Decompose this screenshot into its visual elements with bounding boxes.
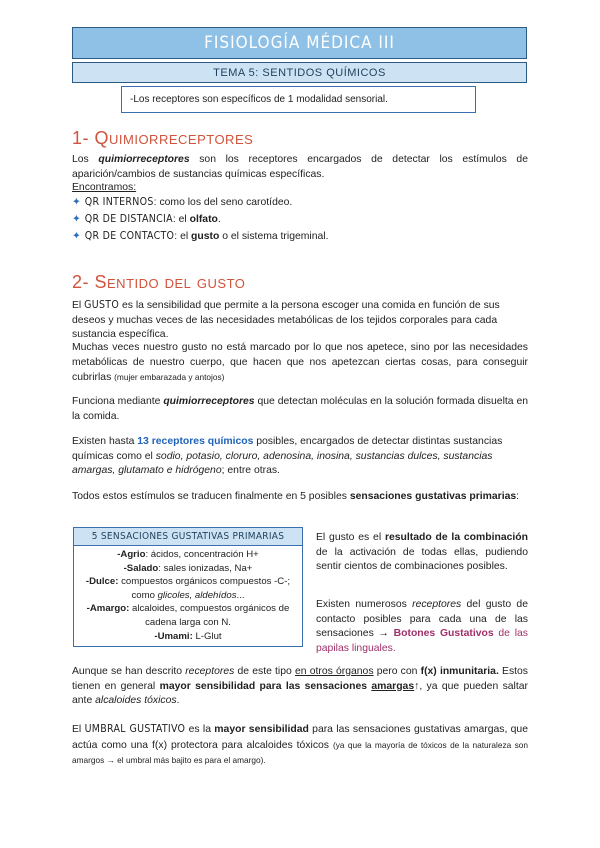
section-heading-gusto: 2- Sentido del gusto (72, 272, 246, 292)
paragraph: Los quimiorreceptores son los receptores encargados de detectar los estímulos de aparición/cambios de sustancias químicas específicas. (72, 154, 528, 180)
paragraph: Todos estos estímulos se traducen finalmente en 5 posibles sensaciones gustativas primarias: (72, 491, 520, 502)
topic-title: TEMA 5: SENTIDOS QUÍMICOS (213, 66, 386, 79)
primary-sensations-list (74, 546, 302, 643)
up-arrow-icon: ↑ (414, 680, 420, 692)
paragraph: El GUSTO es la sensibilidad que permite a la persona escoger una comida en función de sus deseos y muchas veces de las necesidades metabólicas de los tejidos corporales para cada sustancia específica. (72, 299, 500, 340)
list-item: ✦ QR DE CONTACTO: el gusto o el sistema trigeminal. (72, 230, 329, 242)
paragraph: El gusto es el resultado de la combinación de la activación de todas ellas, pudiendo sentir cientos de combinaciones posibles. (316, 532, 528, 572)
paragraph: Muchas veces nuestro gusto no está marcado por lo que nos apetece, sino por las necesidades metabólicas de nuestro cuerpo, que hacen que nos apetezcan ciertas cosas, para conseguir cubrirlas (mujer embarazada y antojos) (72, 342, 528, 383)
list-item: ✦ QR INTERNOS: como los del seno carotídeo. (72, 196, 293, 208)
list-item: -Salado: sales ionizadas, Na+ (123, 562, 253, 574)
topic-banner (72, 62, 527, 83)
star-bullet-icon: ✦ (72, 197, 81, 208)
paragraph: Existen numerosos receptores del gusto de contacto posibles para cada una de las sensaciones → Botones Gustativos de las papilas linguales. (316, 599, 528, 654)
paragraph: Aunque se han descrito receptores de este tipo en otros órganos pero con f(x) inmunitaria. Estos tienen en general mayor sensibilidad para las sensaciones amargas↑, ya que pueden saltar ante alcaloides tóxicos. (72, 666, 529, 706)
document-title-banner (72, 27, 527, 59)
section-heading-quimiorreceptores: 1- Quimiorreceptores (72, 128, 254, 148)
note-text: -Los receptores son específicos de 1 modalidad sensorial. (130, 94, 388, 105)
paragraph: Funciona mediante quimiorreceptores que detectan moléculas en la solución formada disuelta en la comida. (72, 396, 529, 422)
star-bullet-icon: ✦ (72, 214, 81, 225)
star-bullet-icon: ✦ (72, 231, 81, 242)
list-item: -Amargo: alcaloides, compuestos orgánicos de cadena larga con N. (86, 603, 290, 628)
paragraph: El UMBRAL GUSTATIVO es la mayor sensibilidad para las sensaciones gustativas amargas, que actúa como una f(x) protectora para alcaloides tóxicos (ya que la mayoría de tóxicos de la naturaleza son amargos → el umbral más bajito es para el amargo). (72, 723, 529, 765)
primary-sensations-box (73, 527, 303, 647)
document-title: FISIOLOGÍA MÉDICA III (204, 33, 395, 53)
paragraph: Existen hasta 13 receptores químicos posibles, encargados de detectar distintas sustancias químicas como el sodio, potasio, cloruro, adenosina, inosina, sustancias dulces, sustancias amargas, glutamato e hidrógeno; entre otras. (72, 436, 503, 476)
list-item: -Dulce: compuestos orgánicos compuestos -C-; como glicoles, aldehídos... (85, 576, 291, 601)
list-item: -Umami: L-Glut (154, 630, 222, 642)
note-box (121, 86, 476, 113)
primary-sensations-title: 5 SENSACIONES GUSTATIVAS PRIMARIAS (74, 528, 302, 546)
list-item: ✦ QR DE DISTANCIA: el olfato. (72, 213, 221, 225)
encontramos-label: Encontramos: (72, 182, 137, 193)
list-item: -Agrio: ácidos, concentración H+ (117, 549, 259, 560)
